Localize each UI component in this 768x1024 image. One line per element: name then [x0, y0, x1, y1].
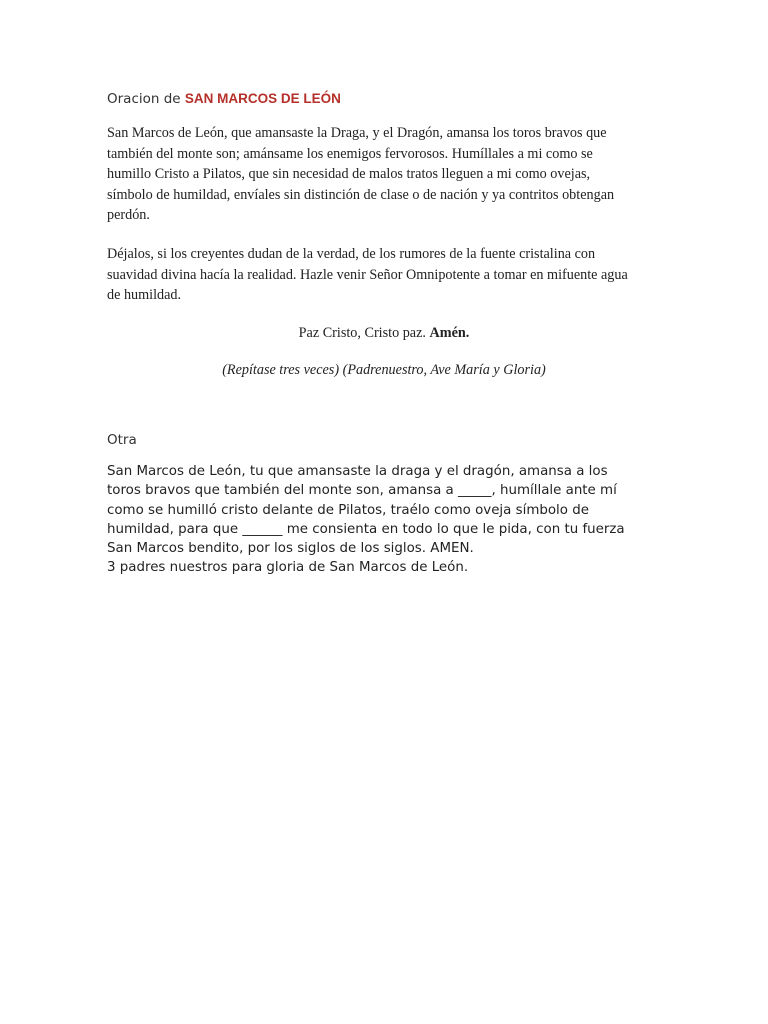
text-line: San Marcos de León, tu que amansaste la draga y el dragón, amansa a los	[107, 464, 608, 479]
text-line: también del monte son; amánsame los enemigos fervorosos. Humíllales a mi como se	[107, 145, 593, 162]
closing-text: Paz Cristo, Cristo paz.	[298, 325, 430, 341]
prayer-paragraph-3	[107, 462, 667, 578]
section-heading-otra: Otra	[107, 432, 137, 448]
text-line: humildad, para que ______ me consienta en todo lo que le pida, con tu fuerza	[107, 521, 625, 537]
text-line: 3 padres nuestros para gloria de San Marcos de León.	[107, 560, 469, 576]
text-line: humillo Cristo a Pilatos, que sin necesidad de malos tratos lleguen a mi como ovejas,	[107, 166, 591, 182]
text-line: San Marcos bendito, por los siglos de los siglos. AMEN.	[107, 541, 474, 557]
text-line: perdón.	[107, 207, 150, 223]
prayer-paragraph-1	[107, 123, 682, 226]
text-line: San Marcos de León, que amansaste la Draga, y el Dragón, amansa los toros bravos que	[107, 125, 607, 141]
repeat-instruction: (Repítase tres veces) (Padrenuestro, Ave María y Gloria)	[222, 362, 546, 378]
prayer-title	[107, 91, 341, 107]
title-highlight: SAN MARCOS DE LEÓN	[184, 91, 341, 106]
text-line: suavidad divina hacía la realidad. Hazle venir Señor Omnipotente a tomar en mifuente agua	[107, 266, 628, 283]
text-line: como se humilló cristo delante de Pilatos, traélo como oveja símbolo de	[107, 502, 589, 518]
closing-line	[0, 325, 768, 342]
text-line: de humildad.	[107, 287, 182, 303]
text-line: Déjalos, si los creyentes dudan de la verdad, de los rumores de la fuente cristalina con	[107, 246, 596, 262]
prayer-paragraph-2	[107, 244, 682, 306]
title-prefix: Oracion de	[107, 91, 185, 107]
text-line: toros bravos que también del monte son, amansa a _____, humíllale ante mí	[107, 483, 617, 499]
text-line: símbolo de humildad, envíales sin distinción de clase o de nación y ya contritos obtengan	[107, 186, 615, 203]
closing-amen: Amén.	[429, 325, 470, 341]
